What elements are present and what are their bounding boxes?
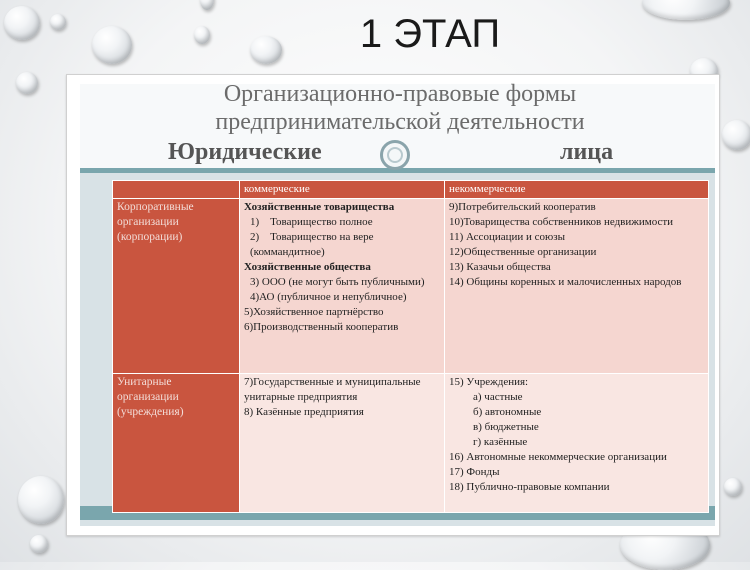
cell-corporate-commercial (240, 199, 445, 374)
water-drop (4, 6, 40, 40)
circle-ornament-icon (380, 140, 410, 170)
water-drop (250, 36, 282, 64)
list-item: Хозяйственные общества (244, 261, 371, 273)
list-item: г) казённые (473, 436, 528, 448)
list-item: 7)Государственные и муниципальные унитарные предприятия (244, 376, 421, 403)
table-row (113, 199, 709, 374)
list-item: 18) Публично-правовые компании (449, 481, 610, 493)
header-empty-cell (113, 181, 240, 199)
row-label-unitary: Унитарные организации (учреждения) (113, 374, 240, 513)
list-item: 2) Товарищество на вере (коммандитное) (250, 231, 374, 258)
water-drop (724, 478, 742, 496)
list-item: 6)Производственный кооператив (244, 321, 399, 333)
classification-table (112, 180, 709, 513)
header-noncommercial: некоммерческие (445, 181, 709, 199)
list-item: 11) Ассоциации и союзы (449, 231, 565, 243)
cell-unitary-commercial (240, 374, 445, 513)
water-drop (722, 120, 750, 150)
water-drop (200, 0, 214, 10)
water-drop (18, 476, 64, 524)
list-item: 4)АО (публичное и непубличное) (250, 291, 407, 303)
list-item: 17) Фонды (449, 466, 500, 478)
list-item: в) бюджетные (473, 421, 539, 433)
cell-corporate-noncommercial (445, 199, 709, 374)
list-item: 15) Учреждения: (449, 376, 529, 388)
list-item: 1) Товарищество полное (250, 216, 373, 228)
cell-unitary-noncommercial (445, 374, 709, 513)
water-drop (50, 14, 66, 30)
list-item: Хозяйственные товарищества (244, 201, 395, 213)
list-item: а) частные (473, 391, 523, 403)
list-item: 3) ООО (не могут быть публичными) (250, 276, 425, 288)
water-drop (92, 26, 132, 64)
list-item: 12)Общественные организации (449, 246, 597, 258)
table-header-row (113, 181, 709, 199)
list-item: 16) Автономные некоммерческие организации (449, 451, 667, 463)
heading-persons: лица (560, 139, 614, 165)
heading-line-1: Организационно-правовые формы (223, 81, 577, 107)
list-item: б) автономные (473, 406, 542, 418)
water-drop (194, 26, 210, 44)
slide-title: 1 ЭТАП (359, 12, 501, 56)
list-item: 8) Казённые предприятия (244, 406, 364, 418)
water-drop (30, 535, 48, 553)
list-item: 13) Казачьи общества (449, 261, 551, 273)
list-item: 14) Общины коренных и малочисленных народов (449, 276, 682, 288)
water-drop (16, 72, 38, 94)
table-row (113, 374, 709, 513)
list-item: 5)Хозяйственное партнёрство (244, 306, 384, 318)
heading-line-2: предпринимательской деятельности (215, 109, 585, 135)
header-commercial: коммерческие (240, 181, 445, 199)
heading-legal-entities: Юридические (168, 139, 322, 165)
list-item: 10)Товарищества собственников недвижимости (449, 216, 674, 228)
water-drop (642, 0, 730, 20)
list-item: 9)Потребительский кооператив (449, 201, 596, 213)
row-label-corporate: Корпоративные организации (корпорации) (113, 199, 240, 374)
